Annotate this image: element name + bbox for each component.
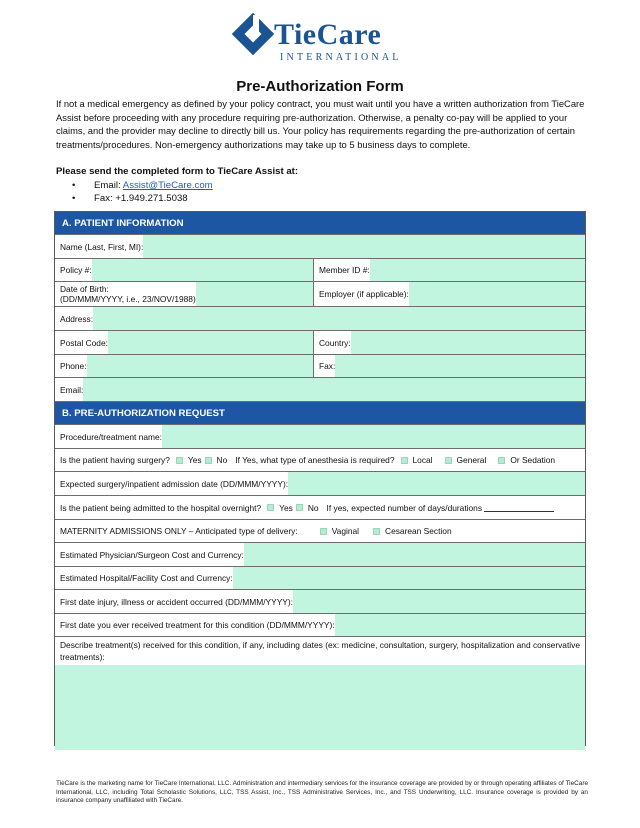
first-treatment-label: First date you ever received treatment for this condition (DD/MMM/YYYY): <box>60 620 335 630</box>
country-label: Country: <box>319 337 351 348</box>
days-input[interactable] <box>484 503 554 512</box>
section-a-header <box>55 212 585 235</box>
first-treatment-field[interactable] <box>335 614 585 636</box>
admission-date-label: Expected surgery/inpatient admission date (DD/MMM/YYYY): <box>60 478 289 489</box>
email-label: Email: <box>94 180 121 191</box>
maternity-label: MATERNITY ADMISSIONS ONLY – Anticipated type of delivery: <box>60 526 298 536</box>
policy-label: Policy #: <box>60 265 92 275</box>
pre-authorization-form <box>54 211 586 746</box>
surgery-no-label: No <box>216 455 228 465</box>
anesthesia-general-label: General <box>456 455 487 465</box>
describe-label: Describe treatment(s) received for this condition, if any, including dates (ex: medicine, consultation, surgery, hospitalization and conservative treatments): <box>60 640 580 662</box>
cesarean-checkbox[interactable] <box>373 528 380 535</box>
phone-field[interactable] <box>87 355 313 377</box>
email-field-label: Email: <box>60 384 84 395</box>
procedure-field[interactable] <box>162 425 585 448</box>
admission-date-field[interactable] <box>288 472 585 495</box>
fax-label: Fax: <box>319 361 336 371</box>
logo-brand: TieCare <box>274 18 382 51</box>
section-b-header <box>55 402 585 425</box>
cesarean-label: Cesarean Section <box>385 526 452 536</box>
name-field[interactable] <box>143 235 585 258</box>
overnight-yes-checkbox[interactable] <box>267 504 274 511</box>
anesthesia-local-checkbox[interactable] <box>401 457 408 464</box>
describe-field[interactable] <box>55 665 585 750</box>
first-date-label: First date injury, illness or accident occurred (DD/MMM/YYYY): <box>60 596 294 607</box>
vaginal-label: Vaginal <box>331 526 360 536</box>
surgery-yes-checkbox[interactable] <box>176 457 183 464</box>
contact-email <box>72 179 213 192</box>
tiecare-logo-icon <box>232 13 276 57</box>
overnight-no-label: No <box>307 502 319 513</box>
surgery-yes-label: Yes <box>187 455 202 465</box>
dob-field[interactable] <box>196 282 313 306</box>
address-label: Address: <box>60 313 94 324</box>
section-a-title: A. PATIENT INFORMATION <box>62 217 184 229</box>
postal-code-label: Postal Code: <box>60 337 108 348</box>
country-field[interactable] <box>351 331 585 354</box>
overnight-question: Is the patient being admitted to the hospital overnight? <box>60 502 262 513</box>
describe-section <box>55 637 585 745</box>
days-question: If yes, expected number of days/durations <box>326 502 483 513</box>
anesthesia-question: If Yes, what type of anesthesia is required? <box>235 455 395 465</box>
fax-field[interactable] <box>335 355 585 377</box>
address-field[interactable] <box>93 307 585 330</box>
anesthesia-local-label: Local <box>412 455 433 465</box>
name-label: Name (Last, First, MI): <box>60 241 144 252</box>
member-id-label: Member ID #: <box>319 265 370 275</box>
employer-label: Employer (if applicable): <box>319 289 409 299</box>
intro-paragraph: If not a medical emergency as defined by your policy contract, you must wait until you have a written authorization from TieCare Assist before proceeding with any procedure requiring pre-authorization. Otherwise, a penalty co-pay will be applied to your claims, and the provider may decline to directly bill us. Your policy has requirements regarding the pre-authorization of certain treatments/procedures. Non-emergency authorizations may take up to 5 business days to complete. <box>56 98 585 150</box>
contact-list <box>72 179 213 205</box>
anesthesia-sedation-checkbox[interactable] <box>498 457 505 464</box>
employer-field[interactable] <box>409 282 585 306</box>
policy-field[interactable] <box>92 259 313 281</box>
anesthesia-general-checkbox[interactable] <box>445 457 452 464</box>
surgery-no-checkbox[interactable] <box>205 457 212 464</box>
page-title: Pre-Authorization Form <box>236 78 404 95</box>
surgery-question: Is the patient having surgery? <box>60 455 170 465</box>
contact-fax: • Fax: +1.949.271.5038 <box>72 192 213 205</box>
email-field[interactable] <box>83 378 585 401</box>
facility-cost-label: Estimated Hospital/Facility Cost and Currency: <box>60 573 233 583</box>
anesthesia-sedation-label: Or Sedation <box>510 455 556 465</box>
postal-code-field[interactable] <box>108 331 313 354</box>
procedure-label: Procedure/treatment name: <box>60 431 162 442</box>
vaginal-checkbox[interactable] <box>320 528 327 535</box>
overnight-yes-label: Yes <box>279 502 293 513</box>
dob-label: Date of Birth: <box>60 283 109 294</box>
send-heading: Please send the completed form to TieCare Assist at: <box>56 166 299 177</box>
email-link[interactable]: Assist@TieCare.com <box>122 180 213 191</box>
section-b-title: B. PRE-AUTHORIZATION REQUEST <box>62 407 225 419</box>
member-id-field[interactable] <box>370 259 585 281</box>
first-date-field[interactable] <box>293 590 585 613</box>
facility-cost-field[interactable] <box>233 567 585 589</box>
logo-subtitle: INTERNATIONAL <box>280 52 402 63</box>
overnight-no-checkbox[interactable] <box>296 504 303 511</box>
tiecare-logo <box>232 12 407 63</box>
phone-label: Phone: <box>60 361 87 371</box>
physician-cost-field[interactable] <box>244 543 585 566</box>
physician-cost-label: Estimated Physician/Surgeon Cost and Currency: <box>60 549 244 560</box>
dob-format: (DD/MMM/YYYY, i.e., 23/NOV/1988) <box>60 294 196 304</box>
footer-disclaimer: TieCare is the marketing name for TieCare International, LLC. Administration and intermediary services for the insurance coverage are provided by or through operating affiliates of TieCare International, LLC, including Total Scholastic Solutions, LLC, TSS Assist, Inc., TSS Administrative Services, Inc., and TSS Underwriting, LLC. Insurance coverage is provided by an insurance company unaffiliated with TieCare. <box>56 780 588 805</box>
